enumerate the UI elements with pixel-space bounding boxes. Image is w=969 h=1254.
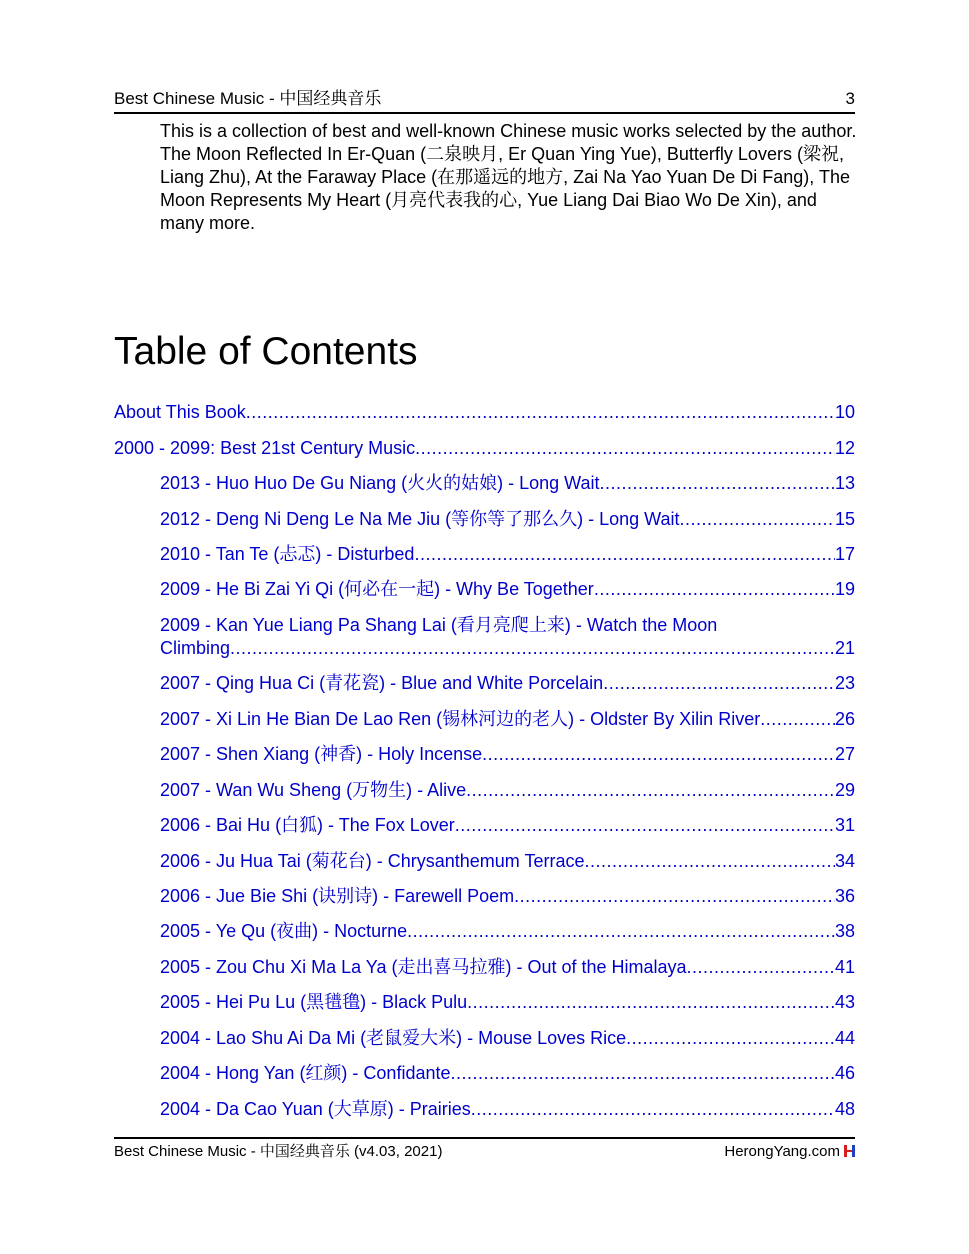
header-title: Best Chinese Music - 中国经典音乐 <box>114 89 382 108</box>
page-header <box>114 88 855 114</box>
footer-site <box>724 1142 855 1162</box>
header-page-number: 3 <box>845 89 855 108</box>
intro-paragraph: This is a collection of best and well-known Chinese music works selected by the author. The Moon Reflected In Er-Quan (二泉映月, Er Quan Ying Yue), Butterfly Lovers (梁祝, Liang Zhu), At the Faraway Place (在那遥远的地方, Zai Na Yao Yuan De Di Fang), The Moon Represents My Heart (月亮代表我的心, Yue Liang Dai Biao Wo De Xin), and many more. <box>160 121 857 233</box>
toc-entry-page: 29 <box>834 780 855 800</box>
toc-entry-title: 2006 - Bai Hu (白狐) - The Fox Lover <box>160 815 455 835</box>
toc-entry-title: 2004 - Lao Shu Ai Da Mi (老鼠爱大米) - Mouse Loves Rice <box>160 1028 627 1048</box>
leader-dots <box>514 885 835 908</box>
toc-entry[interactable] <box>160 743 855 766</box>
toc-entry-page: 15 <box>834 509 855 529</box>
leader-dots <box>626 1027 835 1050</box>
leader-dots <box>600 472 835 495</box>
leader-dots <box>415 437 835 460</box>
leader-dots <box>407 920 835 943</box>
toc-entry-page: 34 <box>834 851 855 871</box>
footer-site-label: HerongYang.com <box>724 1143 840 1160</box>
toc-entry-page: 12 <box>834 438 855 458</box>
toc-entry-page: 44 <box>834 1028 855 1048</box>
toc-entry-page: 23 <box>834 673 855 693</box>
leader-dots <box>594 578 835 601</box>
toc-entry[interactable] <box>160 472 855 495</box>
toc-entry[interactable] <box>160 956 855 979</box>
toc-entry[interactable] <box>160 543 855 566</box>
toc-entry-title: 2000 - 2099: Best 21st Century Music <box>114 438 416 458</box>
leader-dots <box>451 1062 835 1085</box>
toc-heading: Table of Contents <box>114 330 418 373</box>
toc-entry[interactable] <box>160 850 855 873</box>
toc-entry-title: About This Book <box>114 402 246 422</box>
toc-entry-page: 21 <box>834 638 855 658</box>
leader-dots <box>482 743 835 766</box>
toc-entry[interactable] <box>114 401 855 424</box>
toc-entry-page: 38 <box>834 921 855 941</box>
toc-entry-page: 26 <box>834 709 855 729</box>
toc-entry-title: 2007 - Wan Wu Sheng (万物生) - Alive <box>160 780 467 800</box>
toc-entry-title: 2012 - Deng Ni Deng Le Na Me Jiu (等你等了那么久) - Long Wait <box>160 509 680 529</box>
toc-entry[interactable] <box>160 578 855 601</box>
toc-entry-page: 10 <box>834 402 855 422</box>
toc-entry-title: Climbing <box>160 638 231 658</box>
leader-dots <box>414 543 835 566</box>
leader-dots <box>455 814 835 837</box>
toc-entry-page: 41 <box>834 957 855 977</box>
toc-entry-title: 2007 - Xi Lin He Bian De Lao Ren (锡林河边的老人) - Oldster By Xilin River <box>160 709 761 729</box>
toc-entry-page: 19 <box>834 579 855 599</box>
toc-entry-page: 36 <box>834 886 855 906</box>
toc-entry-title: 2005 - Hei Pu Lu (黑氆氇) - Black Pulu <box>160 992 468 1012</box>
leader-dots <box>585 850 835 873</box>
toc-entry-page: 48 <box>834 1099 855 1119</box>
toc-entry[interactable] <box>160 672 855 695</box>
toc-entry[interactable] <box>160 508 855 531</box>
toc-entry-title: 2013 - Huo Huo De Gu Niang (火火的姑娘) - Long Wait <box>160 473 600 493</box>
toc-entry-title: 2009 - He Bi Zai Yi Qi (何必在一起) - Why Be Together <box>160 579 594 599</box>
footer-title: Best Chinese Music - 中国经典音乐 (v4.03, 2021) <box>114 1143 443 1160</box>
toc-entry[interactable] <box>160 885 855 908</box>
toc-entry[interactable] <box>160 1027 855 1050</box>
toc-entry-title: 2007 - Qing Hua Ci (青花瓷) - Blue and White Porcelain <box>160 673 604 693</box>
leader-dots <box>246 401 835 424</box>
toc-entry[interactable] <box>160 814 855 837</box>
toc-entry[interactable] <box>160 991 855 1014</box>
toc-entry-page: 13 <box>834 473 855 493</box>
toc-entry-title-line1: 2009 - Kan Yue Liang Pa Shang Lai (看月亮爬上来) - Watch the Moon <box>160 615 718 635</box>
leader-dots <box>230 637 835 660</box>
toc-entry[interactable] <box>160 1062 855 1085</box>
toc-entry-page: 43 <box>834 992 855 1012</box>
toc-entry-page: 17 <box>834 544 855 564</box>
toc-entry-title: 2006 - Ju Hua Tai (菊花台) - Chrysanthemum Terrace <box>160 851 585 871</box>
toc-entry-title: 2007 - Shen Xiang (神香) - Holy Incense <box>160 744 483 764</box>
toc-entry[interactable] <box>160 1098 855 1121</box>
toc-entry-page: 31 <box>834 815 855 835</box>
leader-dots <box>760 708 835 731</box>
toc-entry[interactable] <box>160 614 855 660</box>
toc-entry-page: 46 <box>834 1063 855 1083</box>
toc-entry[interactable] <box>160 779 855 802</box>
toc-entry-title: 2004 - Hong Yan (红颜) - Confidante <box>160 1063 451 1083</box>
page-footer <box>114 1137 855 1162</box>
leader-dots <box>467 991 835 1014</box>
toc-entry-page: 27 <box>834 744 855 764</box>
toc-entry[interactable] <box>114 437 855 460</box>
leader-dots <box>680 508 835 531</box>
leader-dots <box>603 672 835 695</box>
leader-dots <box>466 779 835 802</box>
leader-dots <box>471 1098 835 1121</box>
leader-dots <box>687 956 835 979</box>
brand-logo-icon <box>844 1145 855 1157</box>
toc-entry-title: 2005 - Zou Chu Xi Ma La Ya (走出喜马拉雅) - Out of the Himalaya <box>160 957 687 977</box>
toc-entry-title: 2006 - Jue Bie Shi (诀别诗) - Farewell Poem <box>160 886 515 906</box>
toc-entry[interactable] <box>160 920 855 943</box>
toc-entry-title: 2010 - Tan Te (忐忑) - Disturbed <box>160 544 415 564</box>
toc-entry-title: 2004 - Da Cao Yuan (大草原) - Prairies <box>160 1099 471 1119</box>
toc-entry[interactable] <box>160 708 855 731</box>
toc-entry-title: 2005 - Ye Qu (夜曲) - Nocturne <box>160 921 408 941</box>
